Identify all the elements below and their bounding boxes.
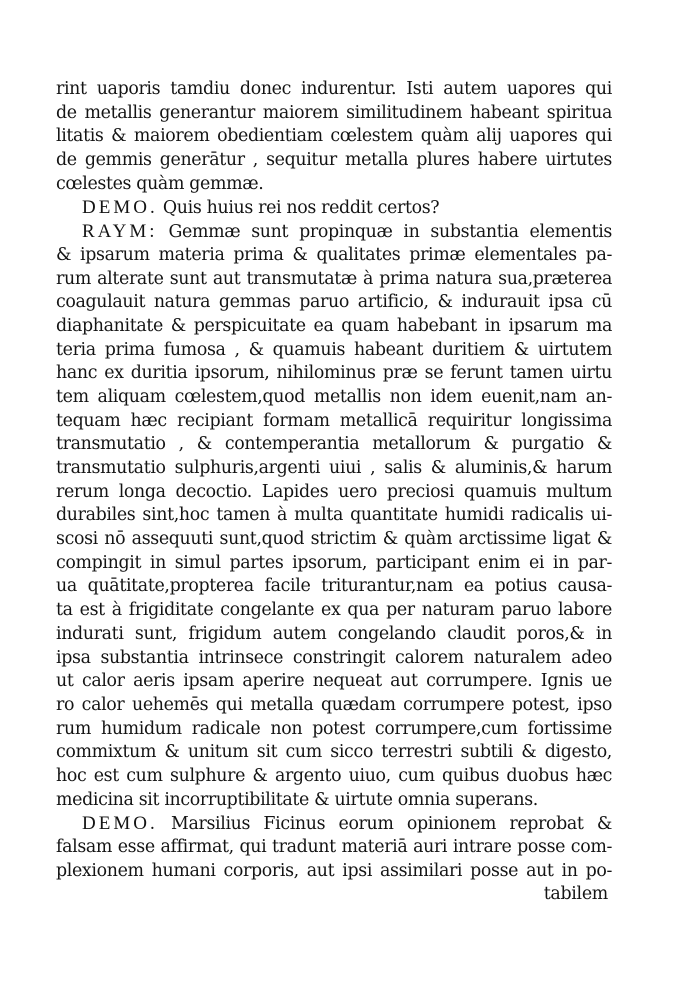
text-line: ipsa substantia intrinsece constringit calorem naturalem adeo [56,647,612,668]
text-line: ut calor aeris ipsam aperire nequeat aut corrumpere. Ignis ue [56,671,612,692]
text-line: transmutatio sulphuris,argenti uiui , salis & aluminis,& harum [56,458,612,478]
dialogue-text: Marsilius Ficinus eorum opinionem reprobat & [171,814,612,835]
text-line: cœlestes quàm gemmæ. [56,173,264,194]
text-line: medicina sit incorruptibilitate & uirtute omnia superans. [56,789,538,810]
text-line: & ipsarum materia prima & qualitates primæ elementales pa- [56,244,612,265]
text-line: rum alterate sunt aut transmutatæ à prima natura sua,præterea [56,268,612,289]
text-line: scosi nō assequuti sunt,quod strictim & quàm arctissime ligat & [56,529,612,550]
text-line: diaphanitate & perspicuitate ea quam habebant in ipsarum ma [56,315,612,336]
dialogue-text: Quis huius rei nos reddit certos? [162,198,440,219]
text-line: teria prima fumosa , & quamuis habeant duritiem & uirtutem [56,339,612,360]
text-line: plexionem humani corporis, aut ipsi assimilari posse aut in po- [56,860,612,881]
text-line: coagulauit natura gemmas paruo artificio, & indurauit ipsa cū [56,292,612,313]
text-line: tequam hæc recipiant formam metallicā requiritur longissima [56,410,612,431]
text-line: durabiles sint,hoc tamen à multa quantitate humidi radicalis ui- [56,505,612,526]
text-line: litatis & maiorem obedientiam cœlestem quàm alij uapores qui [56,126,612,147]
text-line: rint uaporis tamdiu donec indurentur. Isti autem uapores qui [56,79,612,99]
dialogue-line-demo [56,812,612,836]
speaker-demo: DEMO. [82,197,158,219]
text-line: ta est à frigiditate congelante ex qua per naturam paruo labore [56,600,612,621]
speaker-raym: RAYM: [82,221,158,243]
text-line: commixtum & unitum sit cum sicco terrestri subtili & digesto, [56,742,612,763]
text-line: transmutatio , & contemperantia metallorum & purgatio & [56,434,612,455]
speaker-demo: DEMO. [82,813,158,835]
dialogue-line-raym [56,220,612,244]
text-line: rerum longa decoctio. Lapides uero preciosi quamuis multum [56,481,612,502]
text-line: ua quātitate,propterea facile triturantur,nam ea potius causa- [56,576,612,597]
text-line: de metallis generantur maiorem similitudinem habeant spiritua [56,102,612,123]
catchword: tabilem [543,884,608,905]
dialogue-text: Gemmæ sunt propinquæ in substantia elementis [168,222,612,243]
text-line: hanc ex duritia ipsorum, nihilominus præ se ferunt tamen uirtu [56,363,612,384]
text-line: hoc est cum sulphure & argento uiuo, cum quibus duobus hæc [56,765,612,786]
page-text [56,78,612,907]
text-line: de gemmis generātur , sequitur metalla plures habere uirtutes [56,150,612,171]
dialogue-line-demo [56,196,612,220]
text-line: tem aliquam cœlestem,quod metallis non idem euenit,nam an- [56,386,612,407]
text-line: compingit in simul partes ipsorum, participant enim ei in par- [56,552,612,573]
text-line: indurati sunt, frigidum autem congelando claudit poros,& in [56,623,612,644]
text-line: ro calor uehemēs qui metalla quædam corrumpere potest, ipso [56,694,612,715]
text-line: rum humidum radicale non potest corrumpere,cum fortissime [56,718,612,739]
text-line: falsam esse affirmat, qui tradunt materiā auri intrare posse com- [56,837,612,857]
